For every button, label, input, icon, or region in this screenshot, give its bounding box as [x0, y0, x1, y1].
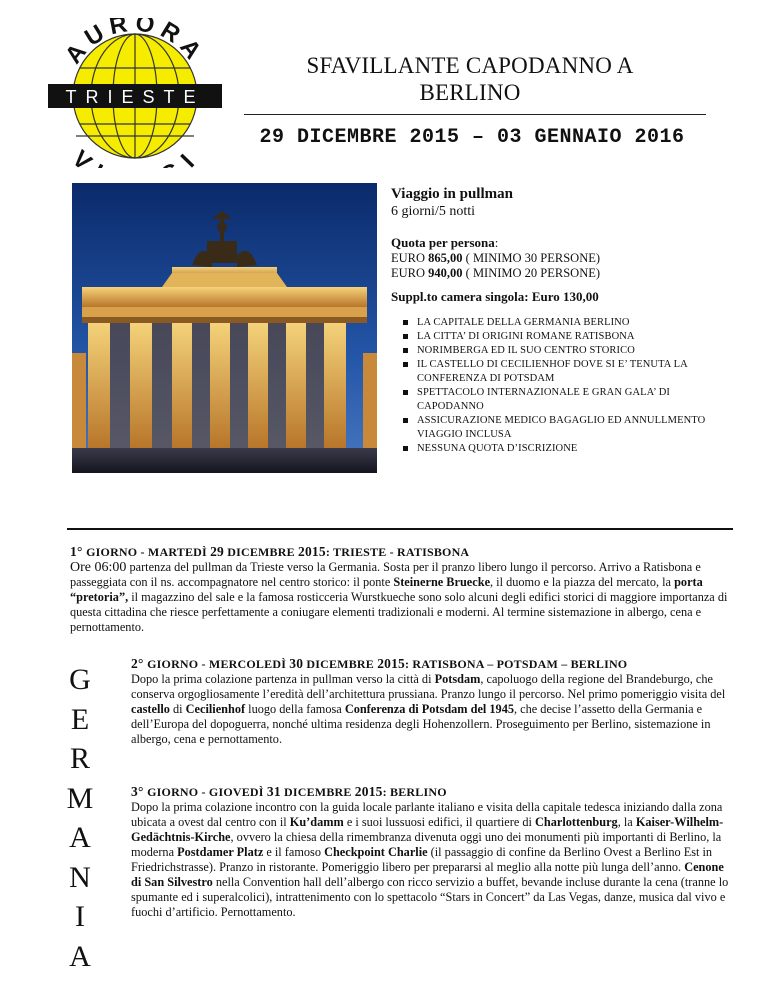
aurora-trieste-logo [40, 18, 230, 168]
highlight-item: LA CAPITALE DELLA GERMANIA BERLINO [403, 316, 721, 330]
highlight-item: SPETTACOLO INTERNAZIONALE E GRAN GALA’ DI CAPODANNO [403, 386, 721, 414]
logo-band-text: TRIESTE [65, 87, 205, 107]
highlight-item: IL CASTELLO DI CECILIENHOF DOVE SI E’ TENUTA LA CONFERENZA DI POTSDAM [403, 358, 721, 386]
title-rule [244, 114, 706, 115]
vertical-germania [60, 660, 100, 976]
vertical-letter: E [70, 702, 90, 736]
brandenburg-gate-photo [72, 183, 377, 473]
vertical-letter: I [75, 900, 85, 933]
vertical-letter: G [69, 663, 91, 696]
title-line-1: SFAVILLANTE CAPODANNO A [306, 53, 634, 78]
price-30: EURO 865,00 ( MINIMO 30 PERSONE) [391, 251, 601, 265]
title-line-2: BERLINO [419, 80, 521, 105]
trip-duration: 6 giorni/5 notti [391, 204, 475, 219]
price-20: EURO 940,00 ( MINIMO 20 PERSONE) [391, 266, 601, 280]
day-2-text: Dopo la prima colazione partenza in pullman verso la città di Potsdam, capoluogo della regione del Brandeburgo, che conserva orgogliosamente l’eredità dell’architettura prussiana. Pranzo lungo il percorso. Nel primo pomeriggio visita del castello di Cecilienhof luogo della famosa Conferenza di Potsdam del 1945, che decise l’assetto della Germania e dell’Europa del dopoguerra, nonché ultima residenza degli Hohenzollern. Proseguimento per Berlino, sistemazione in albergo, cena e pernottamento. [131, 672, 726, 746]
highlights-list [391, 316, 721, 456]
day-1-heading: 1° GIORNO - MARTEDÌ 29 DICEMBRE 2015: TRIESTE - RATISBONA [70, 544, 470, 559]
vertical-letter: A [69, 939, 91, 973]
day-3-section [131, 784, 732, 920]
page-title [240, 52, 700, 106]
day-1-text: Ore 06:00 partenza del pullman da Trieste verso la Germania. Sosta per il pranzo libero lungo il percorso. Arrivo a Ratisbona e passeggiata con il ns. accompagnatore nel centro storico: il ponte Steinerne Bruecke, il duomo e la piazza del mercato, la porta “pretoria”, il magazzino del sale e la famosa rosticceria Wurstkueche sono solo alcuni degli edifici storici di maggiore importanza di questa cittadina che riesce perfettamente a coniugare elementi tradizionali e moderni. Al termine sistemazione in albergo, cena e pernottamento. [70, 560, 728, 634]
vertical-letter: A [69, 821, 91, 854]
trip-info [391, 185, 721, 456]
quota-label: Quota per persona: [391, 235, 499, 250]
day-1-section [70, 544, 732, 635]
highlight-item: NESSUNA QUOTA D’ISCRIZIONE [403, 442, 721, 456]
section-divider [67, 528, 733, 530]
day-2-heading: 2° GIORNO - MERCOLEDÌ 30 DICEMBRE 2015: RATISBONA – POTSDAM – BERLINO [131, 656, 628, 671]
logo-top-text: AURORA [59, 18, 211, 69]
highlight-item: LA CITTA’ DI ORIGINI ROMANE RATISBONA [403, 330, 721, 344]
day-2-section [131, 656, 732, 747]
trip-type: Viaggio in pullman [391, 186, 513, 202]
highlight-item: NORIMBERGA ED IL SUO CENTRO STORICO [403, 344, 721, 358]
day-3-text: Dopo la prima colazione incontro con la guida locale parlante italiano e visita della capitale tedesca iniziando dalla zona ubicata a ovest dal centro con il Ku’damm e i suoi lussuosi edifici, il quartiere di Charlottenburg, la Kaiser-Wilhelm-Gedächtnis-Kirche, ovvero la chiesa della rimembranza divenuta oggi uno dei monumenti più importanti di Berlino, la moderna Postdamer Platz e il famoso Checkpoint Charlie (il passaggio di confine da Berlino Ovest a Berlino Est in Friedrichstrasse). Pranzo in ristorante. Pomeriggio libero per prepararsi al meglio alla notte più lunga dell’anno. Cenone di San Silvestro nella Convention hall dell’albergo con ricco servizio a buffet, bevande incluse durante la cena (tranne lo spumante ed i superalcolici), intrattenimento con lo spettacolo “Stars in Concert” da Las Vegas, danze, musica dal vivo e fuochi d’artificio. Pernottamento. [131, 800, 729, 919]
vertical-letter: R [69, 742, 90, 775]
trip-dates: 29 DICEMBRE 2015 – 03 GENNAIO 2016 [259, 126, 685, 149]
vertical-letter: M [66, 781, 94, 815]
day-3-heading: 3° GIORNO - GIOVEDÌ 31 DICEMBRE 2015: BERLINO [131, 784, 447, 799]
vertical-letter: N [69, 860, 91, 894]
single-room-supplement: Suppl.to camera singola: Euro 130,00 [391, 289, 599, 304]
highlight-item: ASSICURAZIONE MEDICO BAGAGLIO ED ANNULLMENTO VIAGGIO INCLUSA [403, 414, 721, 442]
logo-bottom-text: V I [66, 145, 204, 168]
